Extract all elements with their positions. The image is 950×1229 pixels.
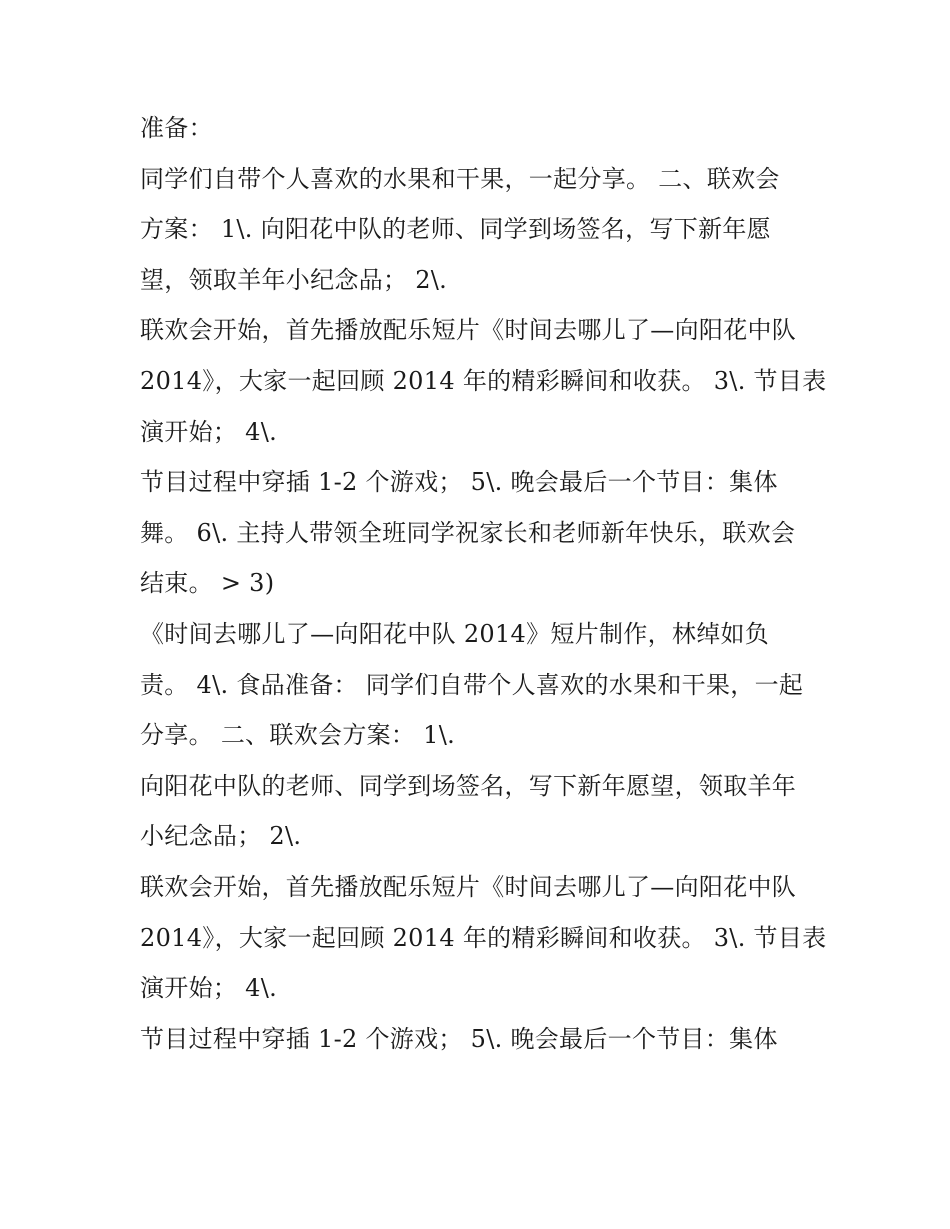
text-line: 演开始； 4\. bbox=[140, 417, 278, 446]
text-line: 演开始； 4\. bbox=[140, 974, 278, 1003]
text-line: 准备： bbox=[140, 114, 213, 142]
text-line: 结束。 > 3) bbox=[140, 569, 275, 598]
text-line: 2014》，大家一起回顾 2014 年的精彩瞬间和收获。 3\. 节目表 bbox=[140, 366, 827, 395]
text-line: 《时间去哪儿了—向阳花中队 2014》短片制作，林绰如负 bbox=[140, 619, 770, 648]
text-line: 联欢会开始，首先播放配乐短片《时间去哪儿了—向阳花中队 bbox=[140, 316, 797, 345]
text-line: 向阳花中队的老师、同学到场签名，写下新年愿望，领取羊年 bbox=[140, 771, 797, 800]
text-line: 责。 4\. 食品准备： 同学们自带个人喜欢的水果和干果，一起 bbox=[140, 670, 804, 699]
document-body bbox=[140, 103, 827, 1064]
text-line: 节目过程中穿插 1-2 个游戏； 5\. 晚会最后一个节目：集体 bbox=[140, 468, 778, 497]
text-line: 联欢会开始，首先播放配乐短片《时间去哪儿了—向阳花中队 bbox=[140, 872, 797, 901]
text-line: 方案： 1\. 向阳花中队的老师、同学到场签名，写下新年愿 bbox=[140, 215, 771, 244]
text-line: 2014》，大家一起回顾 2014 年的精彩瞬间和收获。 3\. 节目表 bbox=[140, 923, 827, 952]
text-line: 小纪念品； 2\. bbox=[140, 822, 302, 851]
text-line: 节目过程中穿插 1-2 个游戏； 5\. 晚会最后一个节目：集体 bbox=[140, 1024, 778, 1053]
text-line: 舞。 6\. 主持人带领全班同学祝家长和老师新年快乐，联欢会 bbox=[140, 518, 796, 547]
text-line: 同学们自带个人喜欢的水果和干果，一起分享。 二、联欢会 bbox=[140, 164, 780, 193]
text-line: 分享。 二、联欢会方案： 1\. bbox=[140, 721, 456, 750]
text-line: 望，领取羊年小纪念品； 2\. bbox=[140, 265, 448, 294]
